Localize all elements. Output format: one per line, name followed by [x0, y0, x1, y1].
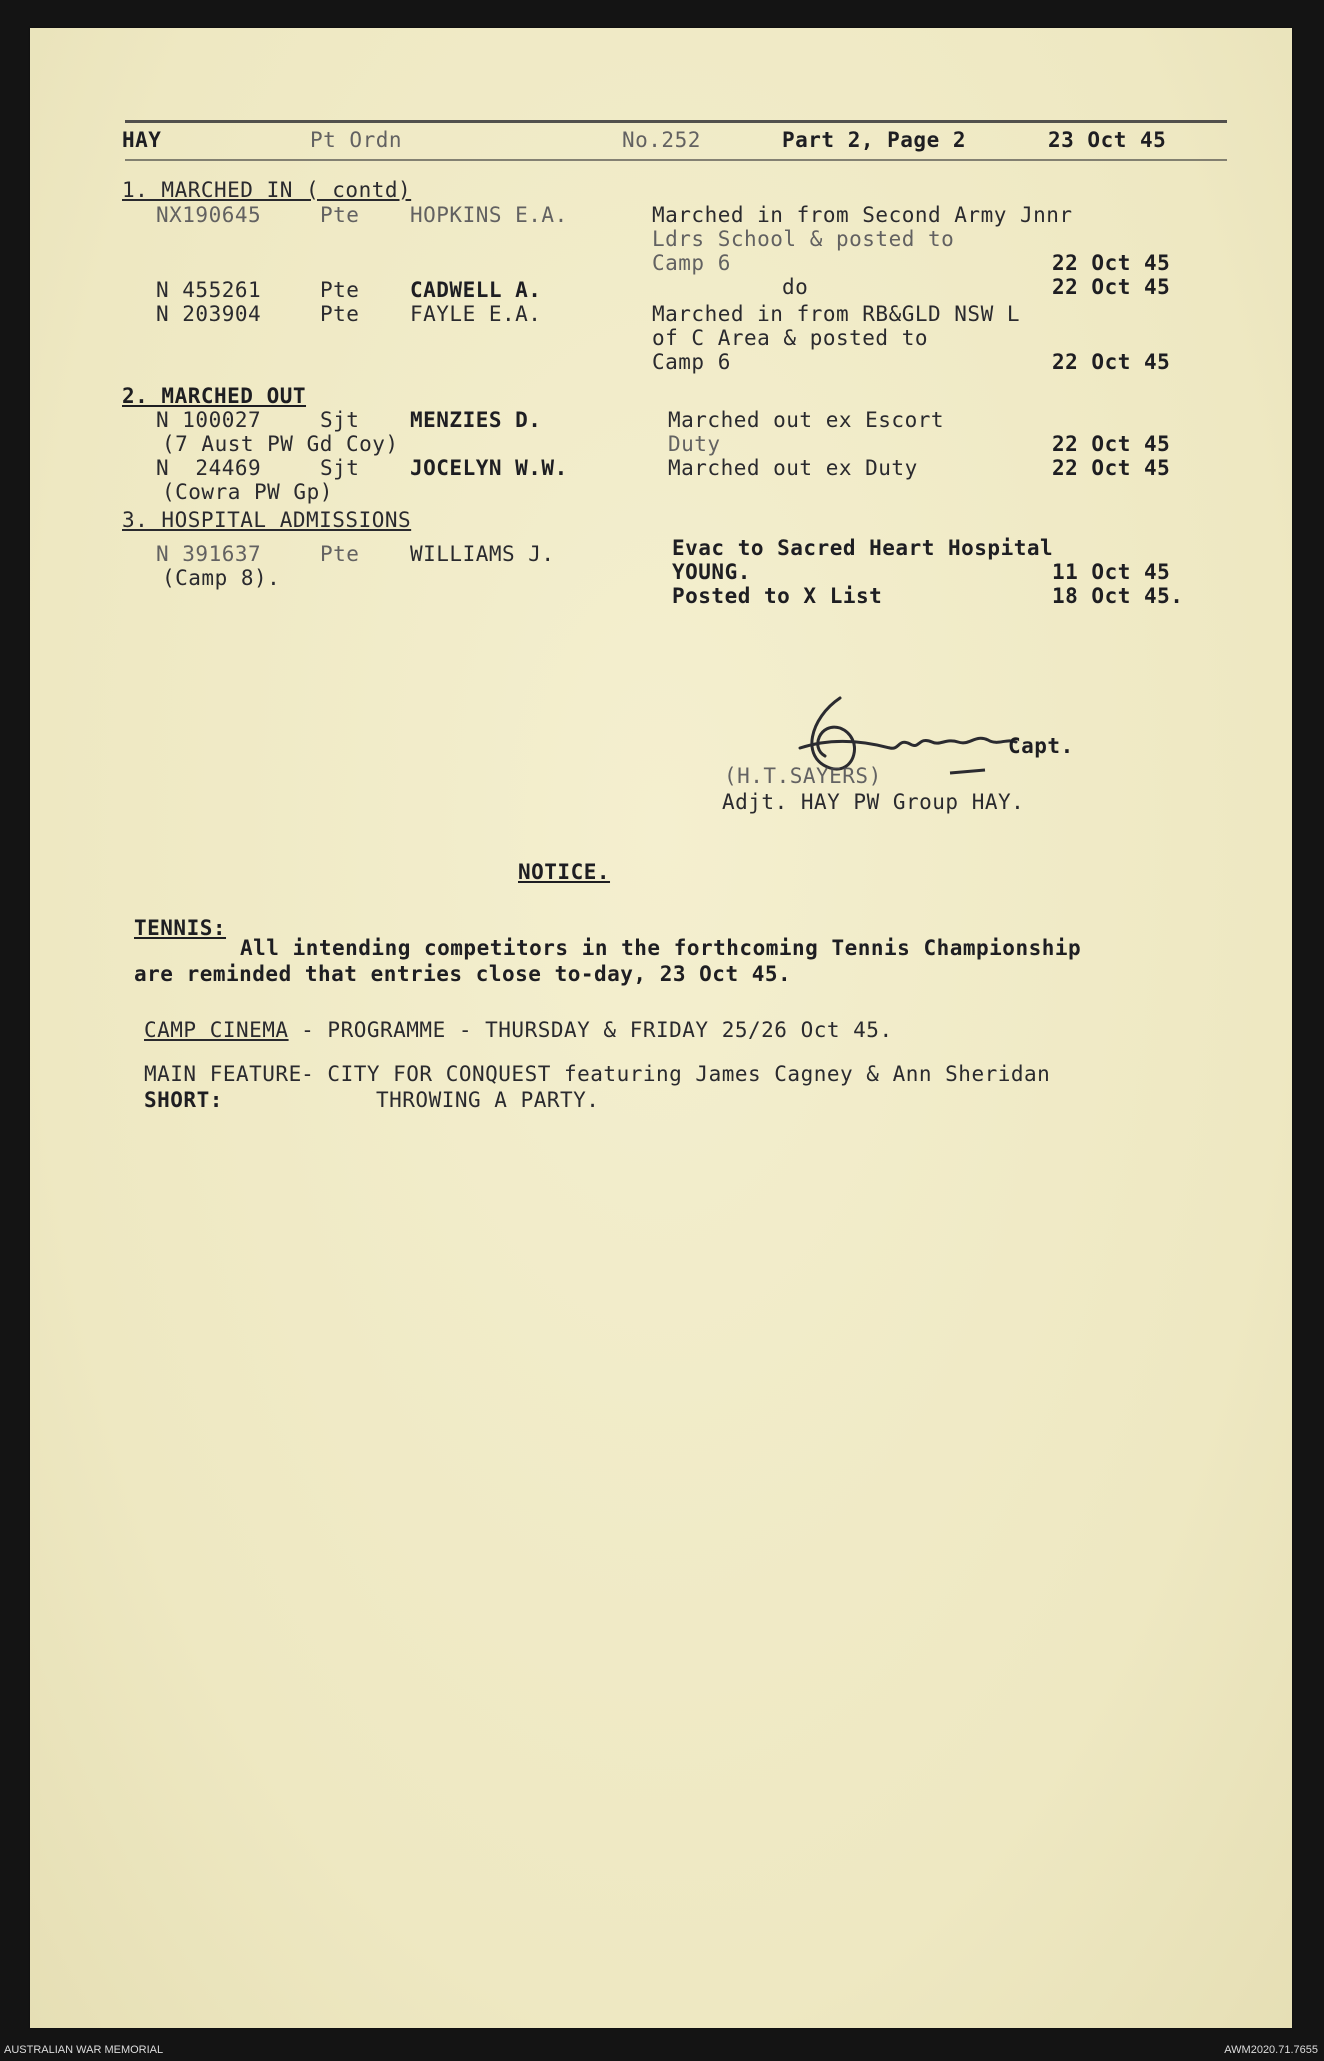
notice-feature-text: - CITY FOR CONQUEST featuring James Cagney & Ann Sheridan — [288, 1062, 1051, 1086]
marched-out-row-2-unit: (Cowra PW Gp) — [162, 480, 333, 504]
marched-in-row-2-rank: Pte — [320, 278, 360, 302]
hospital-remark-2: YOUNG. — [672, 560, 751, 584]
marched-in-heading: 1. MARCHED IN ( contd) — [122, 178, 412, 202]
notice-feature-label: MAIN FEATURE — [144, 1062, 302, 1086]
marched-in-row-3-name: FAYLE E.A. — [410, 302, 542, 326]
marched-in-remark-1: Marched in from Second Army Jnnr — [652, 203, 1073, 227]
marched-in-row-1-rank: Pte — [320, 203, 360, 227]
marched-out-row-1-no: N 100027 — [156, 408, 262, 432]
marched-out-row-2-name: JOCELYN W.W. — [410, 456, 568, 480]
marched-in-row-3-rank: Pte — [320, 302, 360, 326]
footer-accession-number: AWM2020.71.7655 — [1224, 2044, 1318, 2056]
marched-out-row-1-rank: Sjt — [320, 408, 360, 432]
marched-in-remark-5: Marched in from RB&GLD NSW L — [652, 302, 1021, 326]
signature-appointment: Adjt. HAY PW Group HAY. — [722, 790, 1025, 814]
marched-in-date-1: 22 Oct 45 — [1052, 251, 1171, 275]
hospital-date-2: 18 Oct 45. — [1052, 584, 1184, 608]
hospital-date-1: 11 Oct 45 — [1052, 560, 1171, 584]
header-rule-bottom — [125, 159, 1227, 161]
notice-cinema-label: CAMP CINEMA — [144, 1018, 289, 1042]
marched-in-row-2-no: N 455261 — [156, 278, 262, 302]
marched-out-row-2-no: N 24469 — [156, 456, 262, 480]
header-number: No.252 — [622, 128, 701, 152]
header-place: HAY — [122, 128, 162, 152]
marched-out-row-2-rank: Sjt — [320, 456, 360, 480]
marched-out-heading: 2. MARCHED OUT — [122, 384, 307, 408]
marched-in-row-2-name: CADWELL A. — [410, 278, 542, 302]
marched-out-date-1: 22 Oct 45 — [1052, 432, 1171, 456]
marched-in-date-3: 22 Oct 45 — [1052, 350, 1171, 374]
notice-short-label: SHORT: — [144, 1088, 223, 1112]
marched-in-remark-7: Camp 6 — [652, 350, 731, 374]
marched-out-row-1-name: MENZIES D. — [410, 408, 542, 432]
marched-in-remark-6: of C Area & posted to — [652, 326, 929, 350]
notice-short-text: THROWING A PARTY. — [376, 1088, 600, 1112]
hospital-remark-1: Evac to Sacred Heart Hospital — [672, 536, 1054, 560]
marched-in-row-1-no: NX190645 — [156, 203, 262, 227]
marched-in-remark-3: Camp 6 — [652, 251, 731, 275]
marched-out-row-1-unit: (7 Aust PW Gd Coy) — [162, 432, 399, 456]
header-date: 23 Oct 45 — [1048, 128, 1167, 152]
notice-heading: NOTICE. — [518, 860, 611, 884]
marched-in-row-1-name: HOPKINS E.A. — [410, 203, 568, 227]
hospital-row-no: N 391637 — [156, 542, 262, 566]
signature-rank: Capt. — [1008, 734, 1074, 758]
marched-in-row-3-no: N 203904 — [156, 302, 262, 326]
hospital-remark-3: Posted to X List — [672, 584, 883, 608]
marched-out-remark-2: Duty — [668, 432, 721, 456]
hospital-row-rank: Pte — [320, 542, 360, 566]
marched-in-remark-2: Ldrs School & posted to — [652, 227, 955, 251]
hospital-heading: 3. HOSPITAL ADMISSIONS — [122, 508, 412, 532]
marched-out-remark-3: Marched out ex Duty — [668, 456, 918, 480]
signature-name: (H.T.SAYERS) — [724, 764, 882, 788]
header-part-page: Part 2, Page 2 — [782, 128, 967, 152]
header-rule-top — [125, 120, 1227, 123]
hospital-row-unit: (Camp 8). — [162, 566, 281, 590]
document-page — [30, 28, 1292, 2028]
marched-out-date-2: 22 Oct 45 — [1052, 456, 1171, 480]
notice-cinema-text: - PROGRAMME - THURSDAY & FRIDAY 25/26 Oct 45. — [288, 1018, 893, 1042]
notice-tennis-label: TENNIS: — [134, 916, 227, 940]
marched-in-date-2: 22 Oct 45 — [1052, 275, 1171, 299]
hospital-row-name: WILLIAMS J. — [410, 542, 555, 566]
marched-out-remark-1: Marched out ex Escort — [668, 408, 945, 432]
notice-tennis-line2: are reminded that entries close to-day, 23 Oct 45. — [134, 962, 792, 986]
header-title: Pt Ordn — [310, 128, 403, 152]
footer-institution: AUSTRALIAN WAR MEMORIAL — [4, 2044, 164, 2056]
notice-tennis-line1: All intending competitors in the forthcoming Tennis Championship — [240, 936, 1082, 960]
marched-in-remark-4: do — [782, 275, 809, 299]
